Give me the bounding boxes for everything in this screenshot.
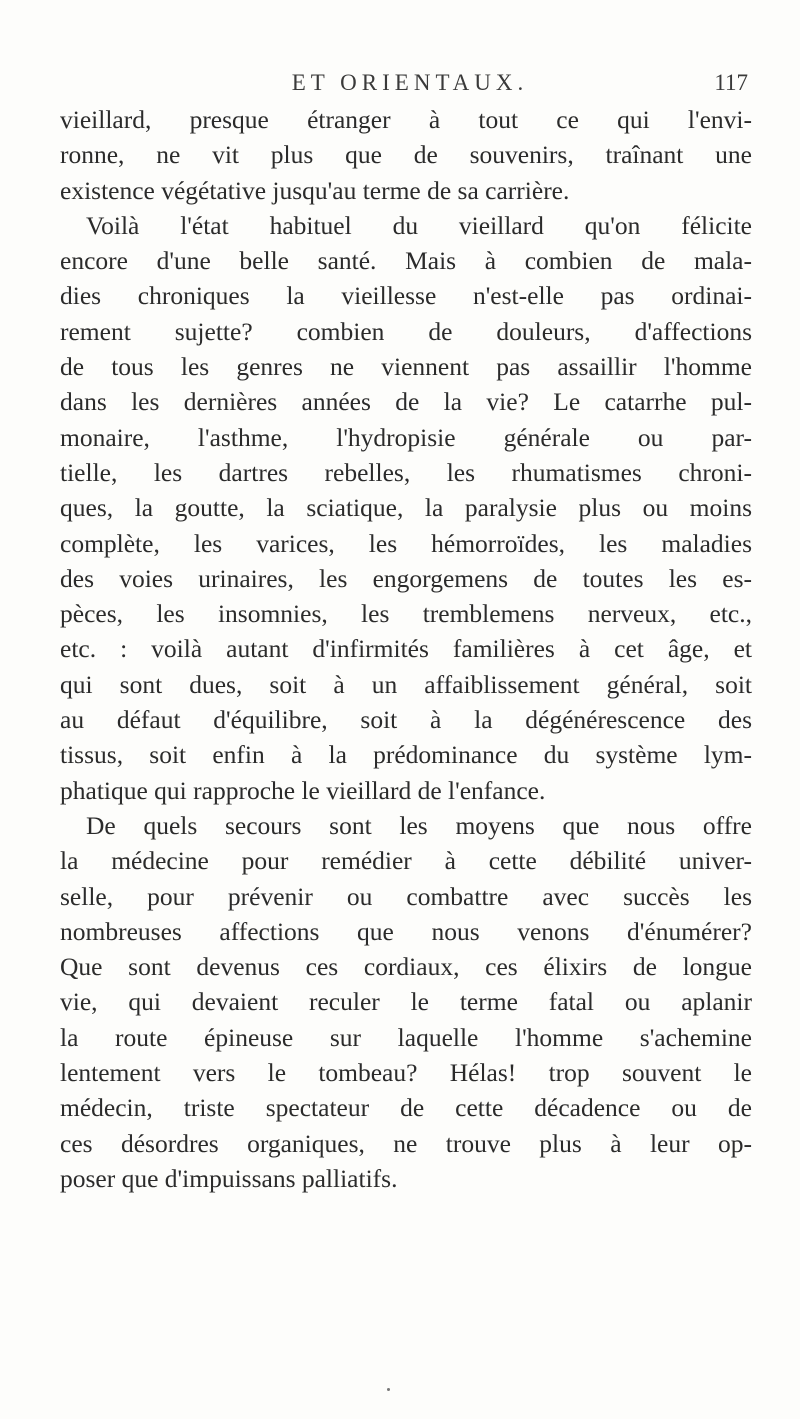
text-line: De quels secours sont les moyens que nous offre [86,810,752,840]
text-line: existence végétative jusqu'au terme de sa carrière. [60,175,570,205]
text-line: la route épineuse sur laquelle l'homme s'achemine [60,1022,752,1052]
running-title: ET ORIENTAUX. [291,70,529,95]
text-line: tissus, soit enfin à la prédominance du système lym- [60,740,752,770]
text-line: tielle, les dartres rebelles, les rhumatismes chroni- [60,457,752,487]
text-line: médecin, triste spectateur de cette décadence ou de [60,1093,752,1123]
text-line: qui sont dues, soit à un affaiblissement général, soit [60,669,752,699]
text-line: poser que d'impuissans palliatifs. [60,1163,398,1193]
text-line: au défaut d'équilibre, soit à la dégénérescence des [60,705,752,735]
paragraph-2 [60,208,752,808]
print-speck [387,1388,390,1391]
text-line: etc. : voilà autant d'infirmités familières à cet âge, et [60,634,752,664]
text-line: monaire, l'asthme, l'hydropisie générale ou par- [60,422,752,452]
text-line: dans les dernières années de la vie? Le catarrhe pul- [60,387,752,417]
text-line: pèces, les insomnies, les tremblemens nerveux, etc., [60,599,752,629]
text-line: dies chroniques la vieillesse n'est-elle pas ordinai- [60,281,752,311]
text-line: selle, pour prévenir ou combattre avec succès les [60,881,752,911]
text-line: vieillard, presque étranger à tout ce qui l'envi- [60,105,752,134]
text-line: ronne, ne vit plus que de souvenirs, traînant une [60,140,752,170]
text-line: de tous les genres ne viennent pas assaillir l'homme [60,352,752,382]
running-head [0,70,800,100]
text-line: Que sont devenus ces cordiaux, ces élixirs de longue [60,952,752,982]
text-line: rement sujette? combien de douleurs, d'affections [60,316,752,346]
text-line: des voies urinaires, les engorgemens de toutes les es- [60,563,752,593]
text-line: ces désordres organiques, ne trouve plus à leur op- [60,1128,752,1158]
text-line: Voilà l'état habituel du vieillard qu'on félicite [86,210,752,240]
text-line: vie, qui devaient reculer le terme fatal ou aplanir [60,987,752,1017]
paragraph-1 [60,102,752,208]
text-line: la médecine pour remédier à cette débilité univer- [60,846,752,876]
text-line: nombreuses affections que nous venons d'énumérer? [60,916,752,946]
text-line: encore d'une belle santé. Mais à combien de mala- [60,246,752,276]
paragraph-3 [60,808,752,1196]
page-number: 117 [714,70,748,95]
text-line: ques, la goutte, la sciatique, la paralysie plus ou moins [60,493,752,523]
body-text [60,102,752,1196]
text-line: lentement vers le tombeau? Hélas! trop souvent le [60,1058,752,1088]
text-line: complète, les varices, les hémorroïdes, les maladies [60,528,752,558]
text-line: phatique qui rapproche le vieillard de l'enfance. [60,775,546,805]
